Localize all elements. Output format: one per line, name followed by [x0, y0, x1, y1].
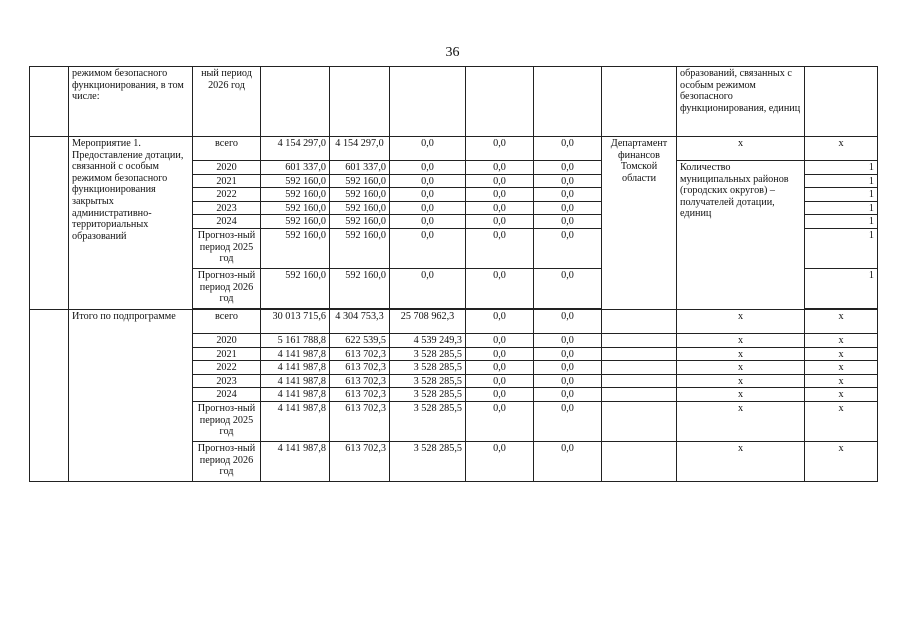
- value-cell: 0,0: [534, 309, 602, 333]
- value-cell: 4 141 987,8: [261, 388, 330, 402]
- value-cell: 592 160,0: [330, 268, 390, 308]
- period-cell: всего: [193, 137, 261, 161]
- value-cell: 0,0: [466, 215, 534, 229]
- period-cell: 2023: [193, 374, 261, 388]
- value-cell: 5 161 788,8: [261, 333, 330, 347]
- value-cell: 592 160,0: [261, 201, 330, 215]
- item-name: Итого по подпрограмме: [69, 309, 193, 481]
- value-cell: 0,0: [534, 161, 602, 175]
- num-cell: [30, 67, 69, 137]
- indicator-name: х: [677, 309, 805, 333]
- indicator-name: х: [677, 401, 805, 441]
- indicator-name: х: [677, 441, 805, 481]
- value-cell: 4 141 987,8: [261, 361, 330, 375]
- value-cell: 592 160,0: [261, 228, 330, 268]
- executor-cell: [602, 374, 677, 388]
- value-cell: 0,0: [466, 137, 534, 161]
- indicator-name: х: [677, 374, 805, 388]
- indicator-name: образований, связанных с особым режимом безопасного функционирования, единиц: [677, 67, 805, 137]
- value-cell: 4 141 987,8: [261, 374, 330, 388]
- indicator-value: х: [805, 441, 878, 481]
- value-cell: 0,0: [390, 137, 466, 161]
- value-cell: 0,0: [466, 174, 534, 188]
- indicator-value: 1: [805, 174, 878, 188]
- period-cell: ный период 2026 год: [193, 67, 261, 137]
- value-cell: 0,0: [390, 174, 466, 188]
- value-cell: 3 528 285,5: [390, 374, 466, 388]
- indicator-value: 1: [805, 188, 878, 202]
- period-cell: Прогноз-ный период 2025 год: [193, 228, 261, 268]
- value-cell: 613 702,3: [330, 388, 390, 402]
- executor-cell: [602, 361, 677, 375]
- value-cell: 601 337,0: [330, 161, 390, 175]
- value-cell: 0,0: [466, 201, 534, 215]
- indicator-value: х: [805, 309, 878, 333]
- value-cell: 4 154 297,0: [330, 137, 390, 161]
- executor-cell: [602, 401, 677, 441]
- value-cell: 3 528 285,5: [390, 361, 466, 375]
- period-cell: 2020: [193, 161, 261, 175]
- value-cell: 0,0: [466, 268, 534, 308]
- indicator-value: [805, 67, 878, 137]
- indicator-name: х: [677, 333, 805, 347]
- value-cell: 4 141 987,8: [261, 441, 330, 481]
- value-cell: 30 013 715,6: [261, 309, 330, 333]
- value-cell: 4 154 297,0: [261, 137, 330, 161]
- executor-cell: [602, 333, 677, 347]
- period-cell: 2024: [193, 388, 261, 402]
- period-cell: 2022: [193, 188, 261, 202]
- value-cell: 0,0: [466, 361, 534, 375]
- value-cell: 0,0: [534, 388, 602, 402]
- value-cell: 592 160,0: [330, 174, 390, 188]
- value-cell: [466, 67, 534, 137]
- value-cell: 0,0: [466, 188, 534, 202]
- item-name: Мероприятие 1. Предоставление дотации, связанной с особым режимом безопасного функционирования закрытых административно-территориальных образований: [69, 137, 193, 310]
- indicator-value: х: [805, 401, 878, 441]
- value-cell: 0,0: [466, 228, 534, 268]
- indicator-value: 1: [805, 161, 878, 175]
- value-cell: 613 702,3: [330, 361, 390, 375]
- value-cell: 592 160,0: [261, 268, 330, 308]
- value-cell: [390, 67, 466, 137]
- table-row: [30, 309, 878, 333]
- period-cell: 2020: [193, 333, 261, 347]
- page-number: 36: [445, 45, 460, 60]
- indicator-name: Количество муниципальных районов (городских округов) – получателей дотации, единиц: [677, 161, 805, 310]
- executor-cell: [602, 441, 677, 481]
- item-name: режимом безопасного функционирования, в том числе:: [69, 67, 193, 137]
- num-cell: [30, 309, 69, 481]
- value-cell: 601 337,0: [261, 161, 330, 175]
- value-cell: 622 539,5: [330, 333, 390, 347]
- indicator-value: х: [805, 347, 878, 361]
- value-cell: 0,0: [390, 188, 466, 202]
- indicator-value: х: [805, 137, 878, 161]
- value-cell: 592 160,0: [261, 188, 330, 202]
- value-cell: 0,0: [466, 388, 534, 402]
- period-cell: 2024: [193, 215, 261, 229]
- value-cell: 592 160,0: [330, 228, 390, 268]
- value-cell: 0,0: [534, 401, 602, 441]
- value-cell: 592 160,0: [261, 174, 330, 188]
- period-cell: всего: [193, 309, 261, 333]
- value-cell: 0,0: [534, 268, 602, 308]
- executor-cell: [602, 347, 677, 361]
- period-cell: 2023: [193, 201, 261, 215]
- indicator-name: х: [677, 361, 805, 375]
- value-cell: 0,0: [466, 374, 534, 388]
- indicator-value: х: [805, 388, 878, 402]
- indicator-value: 1: [805, 228, 878, 268]
- indicator-name: х: [677, 347, 805, 361]
- value-cell: 0,0: [466, 161, 534, 175]
- table-row: [30, 137, 878, 161]
- value-cell: 4 141 987,8: [261, 401, 330, 441]
- value-cell: 4 539 249,3: [390, 333, 466, 347]
- period-cell: Прогноз-ный период 2026 год: [193, 268, 261, 308]
- executor-cell: [602, 67, 677, 137]
- value-cell: 0,0: [534, 201, 602, 215]
- indicator-value: 1: [805, 215, 878, 229]
- value-cell: 0,0: [534, 374, 602, 388]
- value-cell: 0,0: [534, 174, 602, 188]
- value-cell: 0,0: [390, 228, 466, 268]
- value-cell: 3 528 285,5: [390, 347, 466, 361]
- value-cell: 613 702,3: [330, 347, 390, 361]
- value-cell: 592 160,0: [330, 215, 390, 229]
- value-cell: 0,0: [466, 309, 534, 333]
- value-cell: 4 304 753,3: [330, 309, 390, 333]
- value-cell: 0,0: [534, 361, 602, 375]
- period-cell: Прогноз-ный период 2025 год: [193, 401, 261, 441]
- value-cell: 613 702,3: [330, 374, 390, 388]
- value-cell: 0,0: [390, 201, 466, 215]
- indicator-name: х: [677, 137, 805, 161]
- value-cell: 0,0: [466, 347, 534, 361]
- indicator-value: 1: [805, 201, 878, 215]
- value-cell: 0,0: [534, 188, 602, 202]
- indicator-value: 1: [805, 268, 878, 308]
- value-cell: 0,0: [534, 333, 602, 347]
- value-cell: 0,0: [534, 137, 602, 161]
- value-cell: [534, 67, 602, 137]
- value-cell: 613 702,3: [330, 441, 390, 481]
- value-cell: 0,0: [466, 333, 534, 347]
- value-cell: 0,0: [534, 215, 602, 229]
- value-cell: 0,0: [534, 228, 602, 268]
- executor-cell: [602, 309, 677, 333]
- value-cell: [261, 67, 330, 137]
- value-cell: 3 528 285,5: [390, 401, 466, 441]
- value-cell: 25 708 962,3: [390, 309, 466, 333]
- value-cell: 0,0: [466, 441, 534, 481]
- value-cell: 3 528 285,5: [390, 441, 466, 481]
- subprogram-table: [29, 66, 878, 482]
- indicator-value: х: [805, 333, 878, 347]
- value-cell: 613 702,3: [330, 401, 390, 441]
- value-cell: 0,0: [390, 161, 466, 175]
- period-cell: 2022: [193, 361, 261, 375]
- indicator-value: х: [805, 374, 878, 388]
- value-cell: 0,0: [534, 347, 602, 361]
- value-cell: 0,0: [534, 441, 602, 481]
- value-cell: 3 528 285,5: [390, 388, 466, 402]
- num-cell: [30, 137, 69, 310]
- indicator-value: х: [805, 361, 878, 375]
- value-cell: 592 160,0: [330, 201, 390, 215]
- value-cell: 0,0: [466, 401, 534, 441]
- executor-cell: [602, 388, 677, 402]
- period-cell: 2021: [193, 347, 261, 361]
- value-cell: 592 160,0: [330, 188, 390, 202]
- value-cell: [330, 67, 390, 137]
- indicator-name: х: [677, 388, 805, 402]
- executor-cell: Департамент финансов Томской области: [602, 137, 677, 310]
- value-cell: 4 141 987,8: [261, 347, 330, 361]
- value-cell: 0,0: [390, 215, 466, 229]
- value-cell: 0,0: [390, 268, 466, 308]
- period-cell: Прогноз-ный период 2026 год: [193, 441, 261, 481]
- continuation-row: [30, 67, 878, 137]
- period-cell: 2021: [193, 174, 261, 188]
- value-cell: 592 160,0: [261, 215, 330, 229]
